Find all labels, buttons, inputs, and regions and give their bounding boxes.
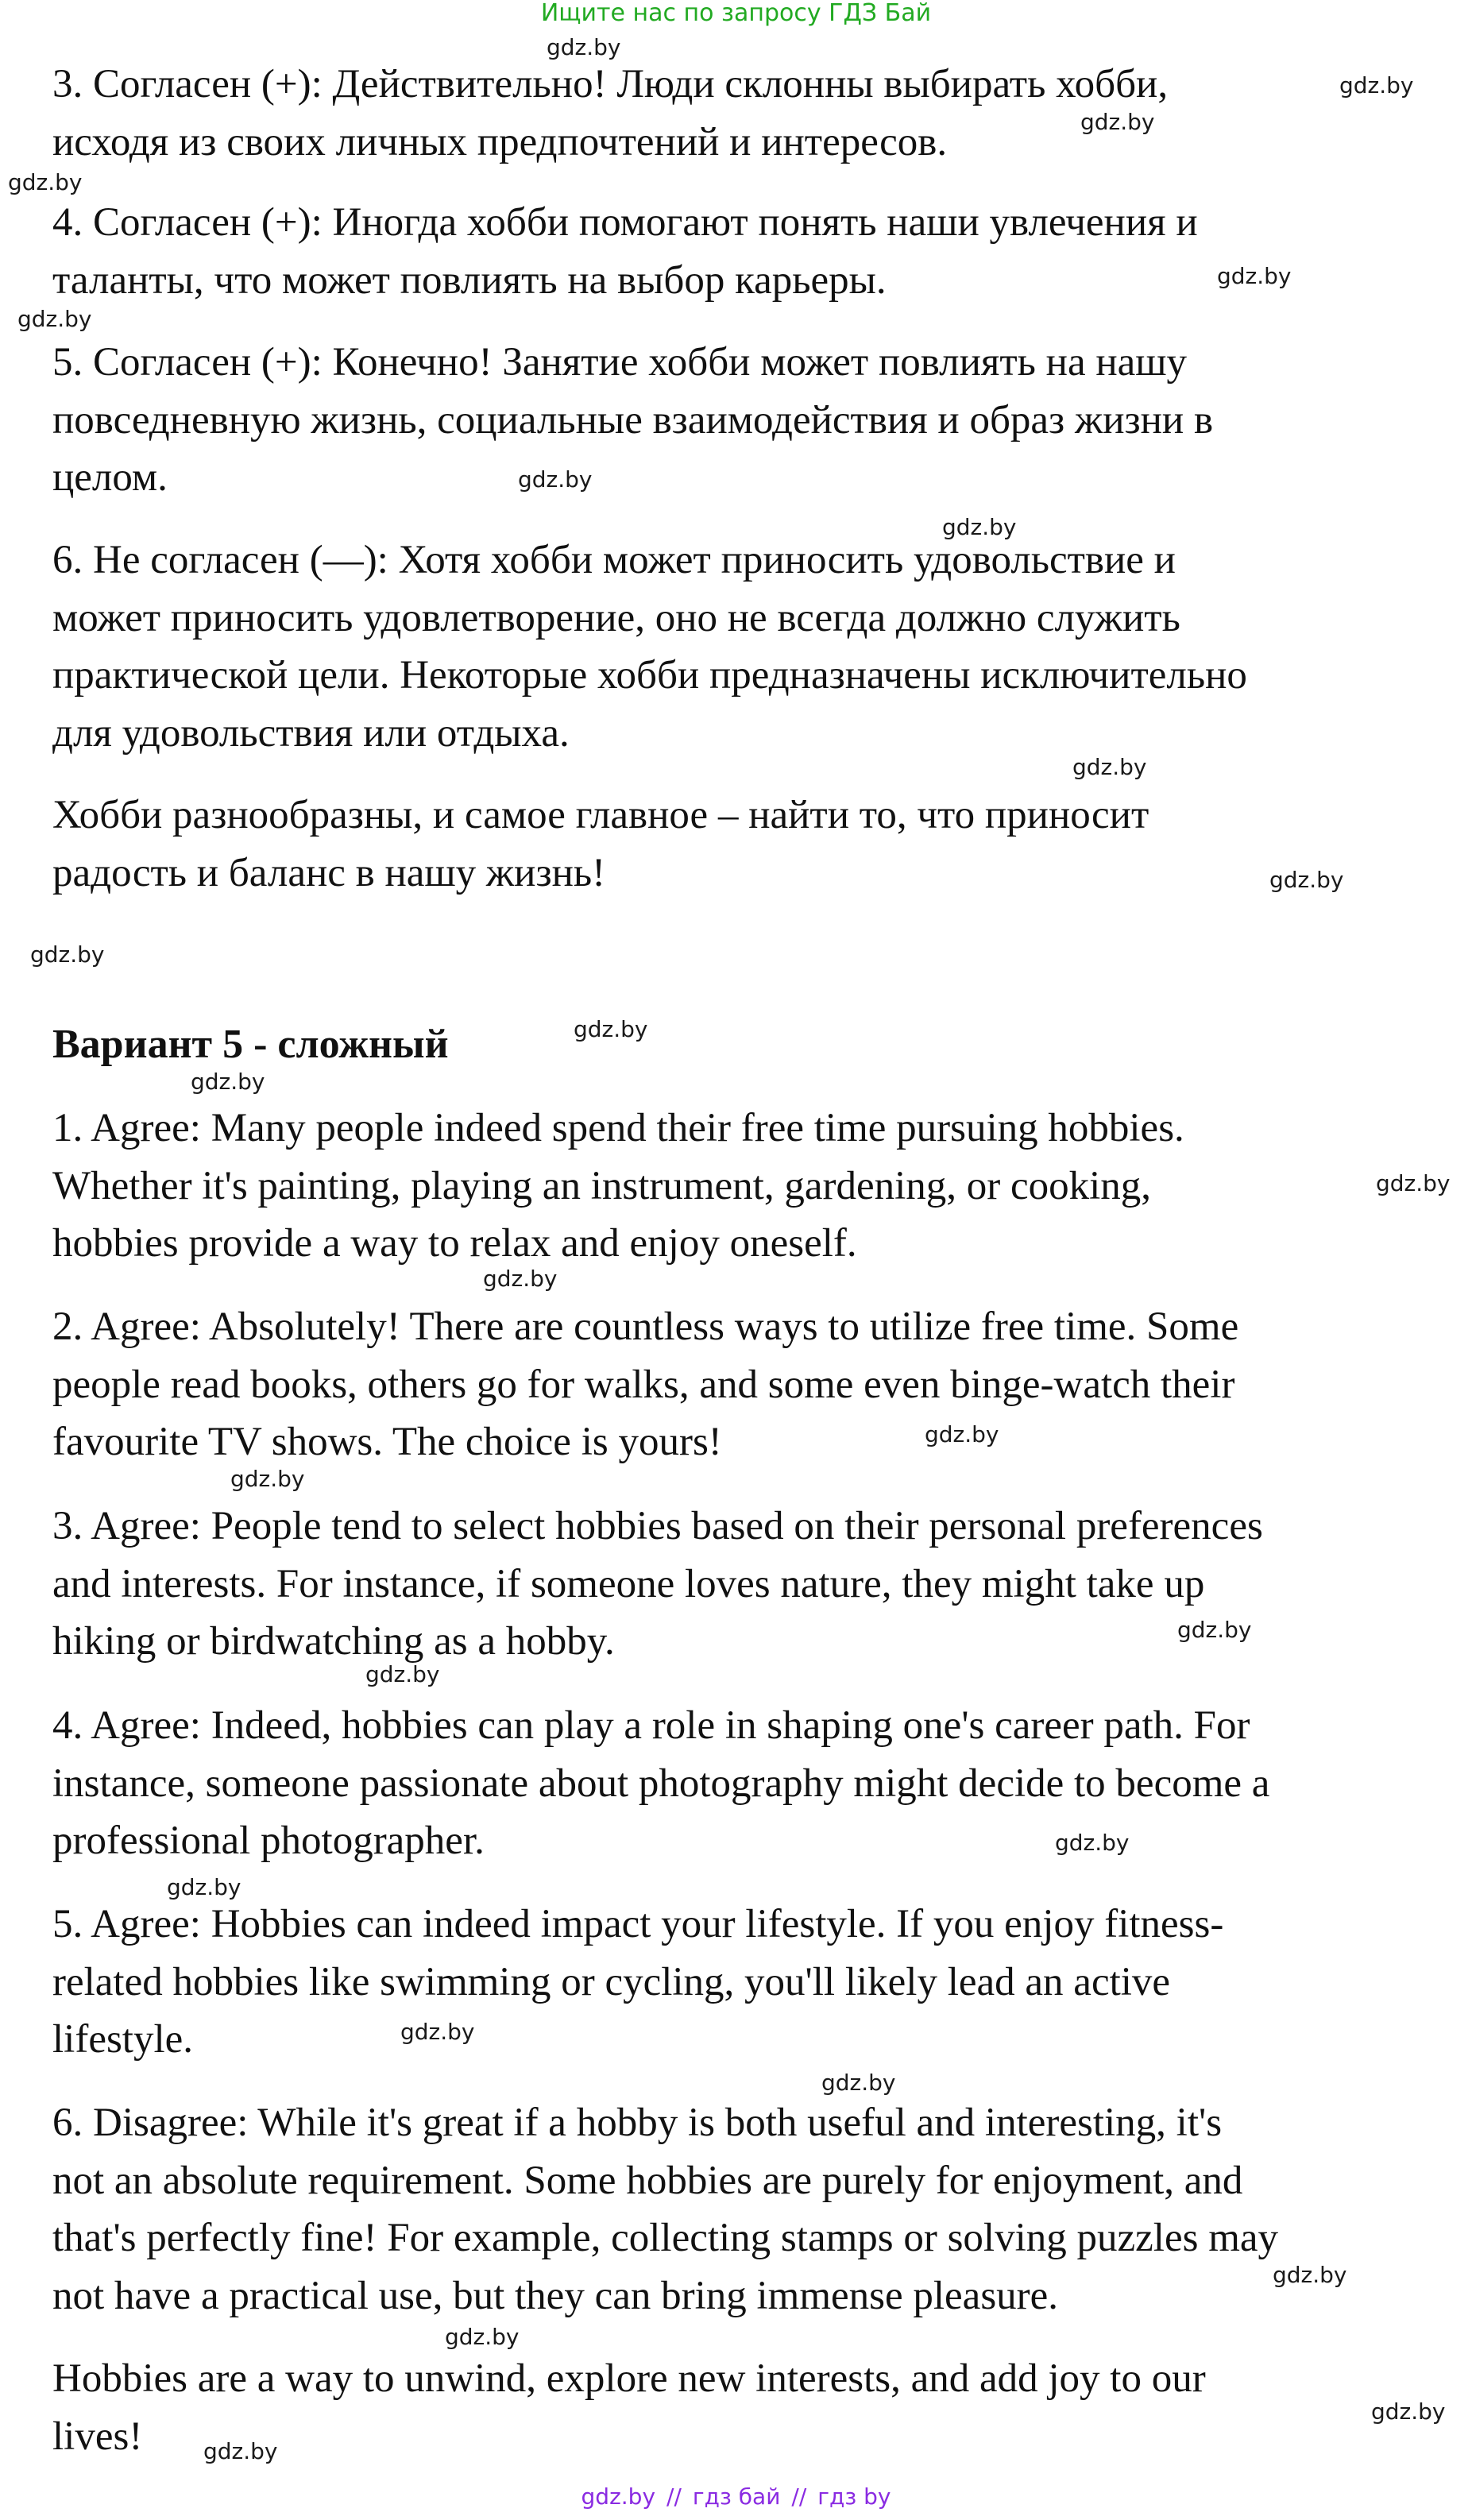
watermark: gdz.by [1072, 754, 1147, 780]
en-conclusion: Hobbies are a way to unwind, explore new interests, and add joy to our lives! [52, 2356, 1206, 2459]
watermark: gdz.by [1055, 1830, 1130, 1856]
en-answer-1: 1. Agree: Many people indeed spend their free time pursuing hobbies. Whether it's painting, playing an instrument, gardening, or cooking, hobbies provide a way to relax and enjoy oneself. [52, 1106, 1184, 1266]
watermark: gdz.by [230, 1466, 305, 1492]
footer-separator: // [791, 2483, 807, 2510]
ru-answer-4: 4. Согласен (+): Иногда хобби помогают понять наши увлечения и таланты, что может повлиять на выбор карьеры. [52, 200, 1198, 303]
ru-answer-3: 3. Согласен (+): Действительно! Люди склонны выбирать хобби, исходя из своих личных предпочтений и интересов. [52, 62, 1169, 164]
variant-heading: Вариант 5 - сложный [52, 1022, 449, 1067]
watermark: gdz.by [518, 466, 593, 493]
watermark: gdz.by [821, 2070, 896, 2096]
watermark: gdz.by [365, 1661, 440, 1687]
watermark: gdz.by [1339, 72, 1414, 99]
watermark: gdz.by [400, 2019, 475, 2045]
watermark: gdz.by [1376, 1170, 1451, 1196]
search-banner: Ищите нас по запросу ГДЗ Бай [540, 0, 932, 27]
footer-links [0, 2483, 1472, 2510]
watermark: gdz.by [942, 514, 1017, 540]
watermark: gdz.by [167, 1874, 241, 1900]
en-answer-5: 5. Agree: Hobbies can indeed impact your lifestyle. If you enjoy fitness- related hobbies like swimming or cycling, you'll likely lead an active lifestyle. [52, 1902, 1224, 2062]
watermark: gdz.by [1269, 867, 1344, 893]
watermark: gdz.by [1217, 263, 1292, 289]
watermark: gdz.by [30, 941, 105, 968]
watermark: gdz.by [925, 1421, 999, 1447]
watermark: gdz.by [1371, 2398, 1446, 2425]
watermark: gdz.by [1273, 2262, 1347, 2288]
watermark: gdz.by [17, 306, 92, 332]
en-answer-2: 2. Agree: Absolutely! There are countless ways to utilize free time. Some people read books, others go for walks, and some even binge-watch their favourite TV shows. The choice is yours! [52, 1304, 1239, 1464]
watermark: gdz.by [445, 2324, 520, 2350]
ru-answer-5: 5. Согласен (+): Конечно! Занятие хобби может повлиять на нашу повседневную жизнь, социальные взаимодействия и образ жизни в целом. [52, 340, 1214, 500]
en-answer-3: 3. Agree: People tend to select hobbies based on their personal preferences and interests. For instance, if someone loves nature, they might take up hiking or birdwatching as a hobby. [52, 1504, 1263, 1664]
watermark: gdz.by [1080, 109, 1155, 135]
watermark: gdz.by [203, 2438, 278, 2464]
watermark: gdz.by [1177, 1617, 1252, 1643]
ru-conclusion: Хобби разнообразны, и самое главное – найти то, что приносит радость и баланс в нашу жизнь! [52, 793, 1149, 895]
watermark: gdz.by [483, 1266, 558, 1292]
footer-link-gdz-by-cyr[interactable]: гдз by [817, 2483, 891, 2510]
watermark: gdz.by [574, 1016, 648, 1042]
footer-link-gdz-bai[interactable]: гдз бай [692, 2483, 781, 2510]
watermark: gdz.by [8, 169, 83, 195]
en-answer-6: 6. Disagree: While it's great if a hobby is both useful and interesting, it's not an absolute requirement. Some hobbies are purely for enjoyment, and that's perfectly fine! For example, collecting stamps or solving puzzles may not have a practical use, but they can bring immense pleasure. [52, 2101, 1278, 2318]
watermark: gdz.by [191, 1069, 265, 1095]
watermark: gdz.by [547, 34, 621, 60]
en-answer-4: 4. Agree: Indeed, hobbies can play a role in shaping one's career path. For instance, someone passionate about photography might decide to become a professional photographer. [52, 1703, 1270, 1863]
ru-answer-6: 6. Не согласен (—): Хотя хобби может приносить удовольствие и может приносить удовлетворение, оно не всегда должно служить практической цели. Некоторые хобби предназначены исключительно для удовольствия или отдыха. [52, 538, 1247, 756]
footer-separator: // [666, 2483, 682, 2510]
footer-link-gdz-by[interactable]: gdz.by [581, 2483, 656, 2510]
